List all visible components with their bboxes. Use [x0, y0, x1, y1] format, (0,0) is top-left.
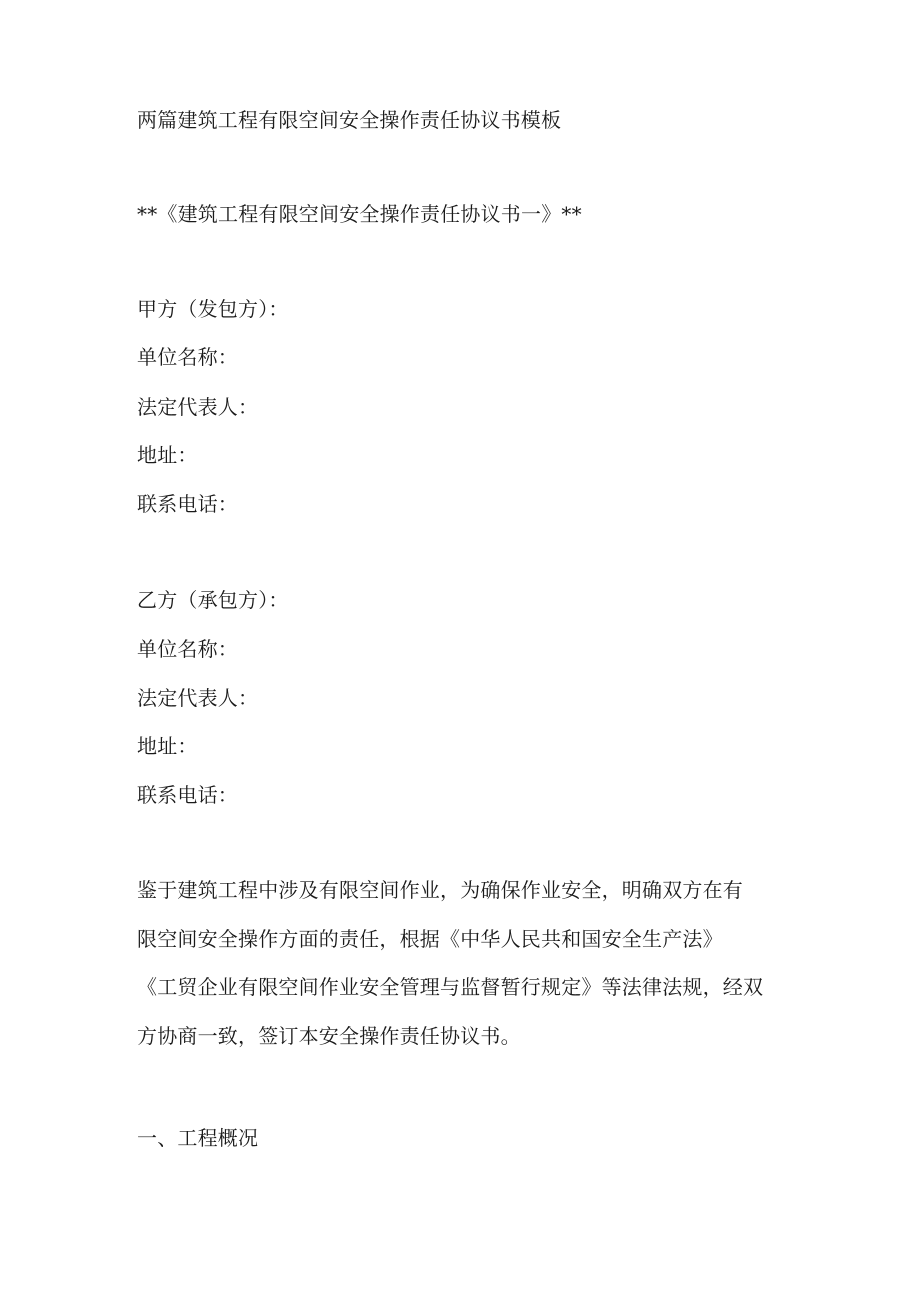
party-b-phone: 联系电话：	[137, 783, 238, 807]
party-b-unit-name: 单位名称：	[137, 637, 238, 661]
intro-paragraph-line-4: 方协商一致，签订本安全操作责任协议书。	[137, 1024, 521, 1048]
agreement-subtitle: **《建筑工程有限空间安全操作责任协议书一》**	[137, 202, 582, 226]
party-b-heading: 乙方（承包方）：	[137, 588, 289, 612]
party-a-unit-name: 单位名称：	[137, 345, 238, 369]
party-b-address: 地址：	[137, 734, 198, 758]
intro-paragraph-line-1: 鉴于建筑工程中涉及有限空间作业，为确保作业安全，明确双方在有	[137, 878, 743, 902]
intro-paragraph-line-3: 《工贸企业有限空间作业安全管理与监督暂行规定》等法律法规，经双	[137, 975, 764, 999]
party-a-phone: 联系电话：	[137, 492, 238, 516]
intro-paragraph-line-2: 限空间安全操作方面的责任，根据《中华人民共和国安全生产法》	[137, 927, 723, 951]
party-a-address: 地址：	[137, 443, 198, 467]
section-1-heading: 一、工程概况	[137, 1126, 259, 1150]
party-a-legal-rep: 法定代表人：	[137, 395, 259, 419]
party-a-heading: 甲方（发包方）：	[137, 297, 289, 321]
document-title: 两篇建筑工程有限空间安全操作责任协议书模板	[137, 108, 562, 132]
party-b-legal-rep: 法定代表人：	[137, 686, 259, 710]
